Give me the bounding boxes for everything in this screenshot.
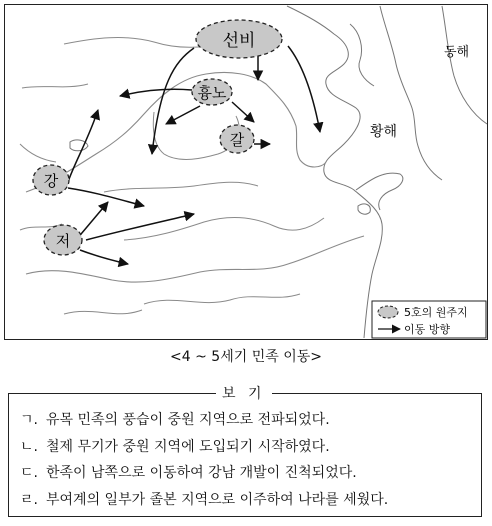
- tribe-label: 선비: [222, 31, 256, 51]
- bogi-item: [20, 489, 388, 509]
- bogi-item: [20, 436, 330, 456]
- bogi-marker: ㄴ.: [20, 439, 38, 455]
- bogi-text: 부여계의 일부가 졸본 지역으로 이주하여 나라를 세웠다.: [46, 492, 389, 508]
- sea-label-east: 동해: [444, 45, 470, 60]
- tribe-di: [44, 225, 82, 255]
- tribe-label: 흉노: [197, 84, 227, 102]
- bogi-title: 보 기: [216, 383, 272, 403]
- tribe-label: 저: [55, 232, 71, 250]
- bogi-marker: ㄹ.: [20, 492, 38, 508]
- bogi-item: [20, 462, 357, 482]
- map-frame: [4, 4, 488, 340]
- sea-label-yellow: 황해: [370, 124, 398, 140]
- legend-homeland-label: 5호의 원주지: [404, 306, 468, 319]
- tribe-label: 강: [43, 172, 59, 190]
- tribe-jie: [220, 125, 254, 153]
- bogi-item: [20, 409, 330, 429]
- bogi-marker: ㄷ.: [20, 465, 38, 481]
- bogi-marker: ㄱ.: [20, 412, 38, 428]
- legend: [372, 301, 486, 338]
- tribe-qiang: [33, 165, 69, 195]
- tribe-xianbei: [196, 20, 282, 58]
- bogi-text: 철제 무기가 중원 지역에 도입되기 시작하였다.: [46, 439, 330, 455]
- legend-movement-label: 이동 방향: [404, 323, 451, 336]
- tribe-xiongnu: [192, 79, 232, 105]
- bogi-text: 한족이 남쪽으로 이동하여 강남 개발이 진척되었다.: [46, 465, 357, 481]
- map-caption: <4 ~ 5세기 민족 이동>: [170, 349, 322, 365]
- bogi-text: 유목 민족의 풍습이 중원 지역으로 전파되었다.: [46, 412, 330, 428]
- tribe-label: 갈: [229, 131, 245, 149]
- migration-map: [4, 4, 488, 340]
- legend-homeland-swatch: [378, 306, 398, 318]
